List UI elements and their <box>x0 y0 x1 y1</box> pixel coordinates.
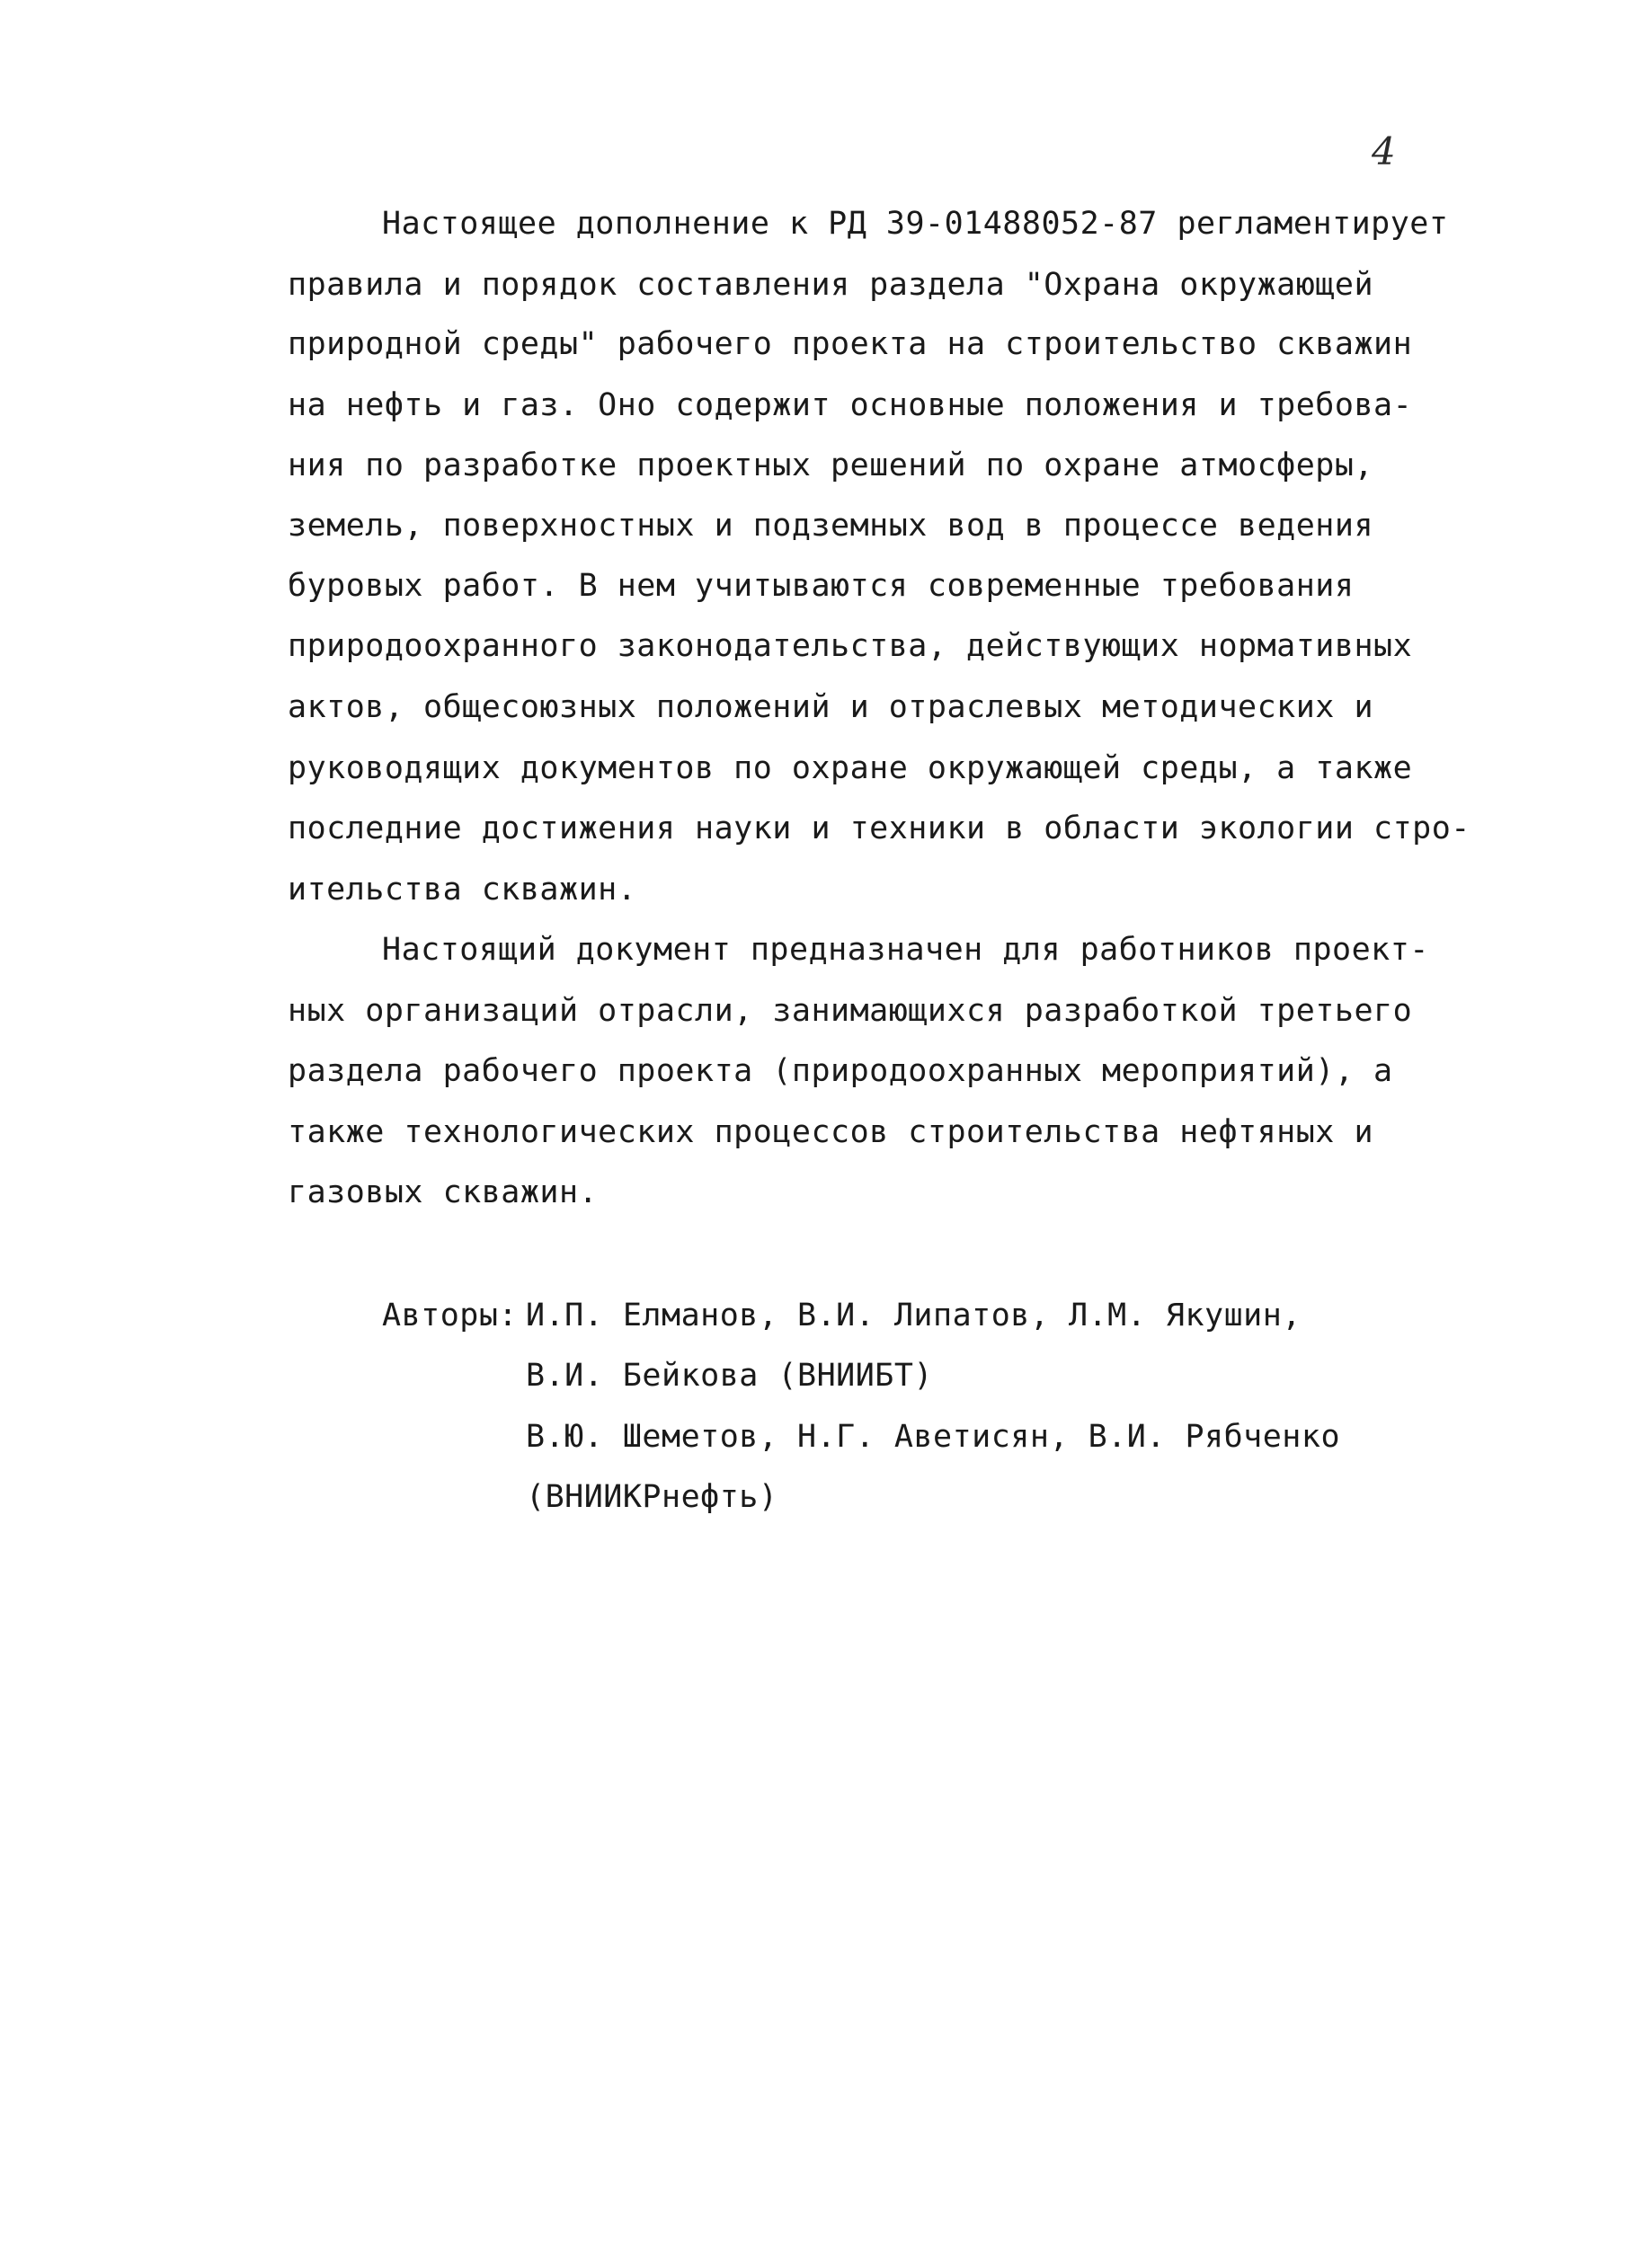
text-line: актов, общесоюзных положений и отраслевых методических и <box>288 689 1374 725</box>
text-line: правила и порядок составления раздела "Охрана окружающей <box>288 267 1374 303</box>
text-line: Настоящее дополнение к РД 39-01488052-87 регламентирует <box>382 206 1449 242</box>
text-line: ных организаций отрасли, занимающихся разработкой третьего <box>288 993 1413 1029</box>
text-line: ния по разработке проектных решений по охране атмосферы, <box>288 447 1374 483</box>
author-line: В.Ю. Шеметов, Н.Г. Аветисян, В.И. Рябченко <box>526 1419 1341 1455</box>
author-line: И.П. Елманов, В.И. Липатов, Л.М. Якушин, <box>526 1298 1302 1333</box>
page-number: 4 <box>1372 129 1396 173</box>
author-line: В.И. Бейкова (ВНИИБТ) <box>526 1358 934 1394</box>
text-line: природной среды" рабочего проекта на строительство скважин <box>288 326 1413 362</box>
text-line: газовых скважин. <box>288 1174 599 1210</box>
author-line: (ВНИИКРнефть) <box>526 1479 778 1515</box>
text-line: также технологических процессов строительства нефтяных и <box>288 1114 1374 1150</box>
text-line: ительства скважин. <box>288 872 637 908</box>
text-line: природоохранного законодательства, действующих нормативных <box>288 628 1413 664</box>
text-line: Настоящий документ предназначен для работников проект- <box>382 932 1429 968</box>
authors-label: Авторы: <box>382 1298 519 1333</box>
text-line: раздела рабочего проекта (природоохранных мероприятий), а <box>288 1053 1393 1089</box>
text-line: последние достижения науки и техники в области экологии стро- <box>288 811 1471 846</box>
text-line: на нефть и газ. Оно содержит основные положения и требова- <box>288 387 1413 423</box>
text-line: буровых работ. В нем учитываются современные требования <box>288 568 1355 604</box>
text-line: руководящих документов по охране окружающей среды, а также <box>288 750 1413 786</box>
text-line: земель, поверхностных и подземных вод в процессе ведения <box>288 508 1374 544</box>
